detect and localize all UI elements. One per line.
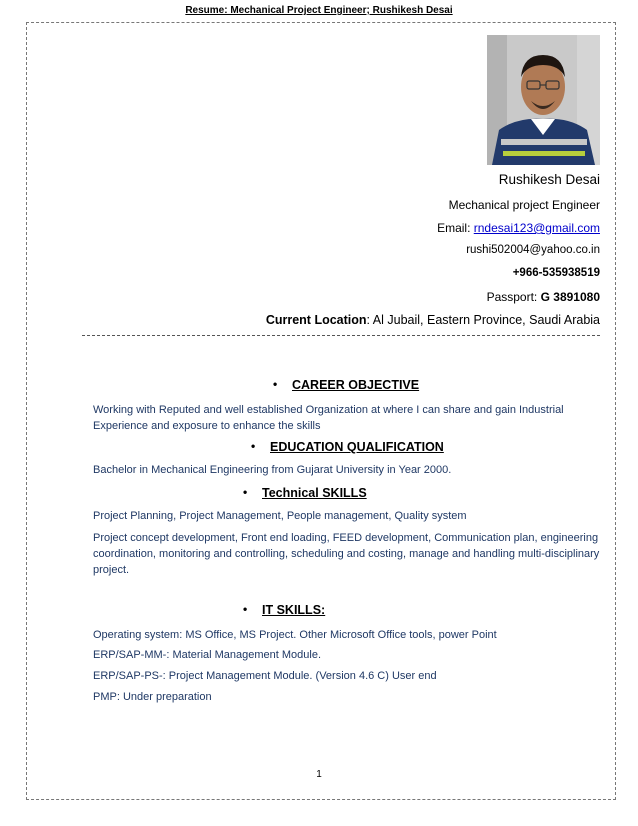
bullet-icon: • [243, 602, 248, 616]
it-skills-title: IT SKILLS: [262, 603, 326, 617]
bullet-icon: • [273, 377, 278, 391]
it-skills-line-3: ERP/SAP-PS-: Project Management Module. (Version 4.6 C) User end [93, 670, 437, 682]
education-heading [251, 439, 444, 454]
document-header-title: Resume: Mechanical Project Engineer; Rushikesh Desai [185, 5, 453, 16]
passport-label: Passport: [486, 290, 541, 304]
profile-photo-illustration [487, 35, 600, 165]
technical-skills-line-2: Project concept development, Front end loading, FEED development, Communication plan, engineering coordination, monitoring and controlling, scheduling and costing, manage and handling multi-disciplinary project. [93, 532, 600, 576]
technical-skills-title: Technical SKILLS [262, 486, 367, 500]
it-skills-line-4: PMP: Under preparation [93, 691, 212, 703]
it-skills-heading [243, 602, 326, 617]
email-line [437, 221, 600, 235]
location-value: : Al Jubail, Eastern Province, Saudi Arabia [366, 313, 600, 327]
education-title: EDUCATION QUALIFICATION [270, 440, 444, 454]
passport-number: G 3891080 [540, 290, 600, 304]
phone-number: +966-535938519 [512, 267, 600, 279]
email-primary-link[interactable]: rndesai123@gmail.com [473, 221, 600, 235]
career-objective-heading [273, 377, 420, 392]
job-title: Mechanical project Engineer [448, 198, 600, 212]
technical-skills-line-1: Project Planning, Project Management, People management, Quality system [93, 510, 467, 522]
passport-line [487, 290, 600, 304]
career-objective-text: Working with Reputed and well established Organization at where I can share and gain Industrial Experience and exposure to enhance the skills [93, 404, 564, 432]
it-skills-line-2: ERP/SAP-MM-: Material Management Module. [93, 649, 322, 661]
it-skills-line-1: Operating system: MS Office, MS Project. Other Microsoft Office tools, power Point [93, 629, 497, 641]
email-secondary: rushi502004@yahoo.co.in [466, 244, 600, 256]
page-number: 1 [316, 769, 322, 780]
technical-skills-heading [243, 485, 367, 500]
location-label: Current Location [265, 313, 367, 327]
current-location [266, 313, 600, 327]
bullet-icon: • [251, 439, 256, 453]
bullet-icon: • [243, 485, 248, 499]
candidate-name: Rushikesh Desai [498, 172, 600, 187]
email-label: Email: [437, 221, 474, 235]
section-divider [82, 335, 600, 336]
career-objective-title: CAREER OBJECTIVE [292, 378, 420, 392]
profile-photo [487, 35, 600, 165]
education-text: Bachelor in Mechanical Engineering from Gujarat University in Year 2000. [93, 464, 452, 476]
